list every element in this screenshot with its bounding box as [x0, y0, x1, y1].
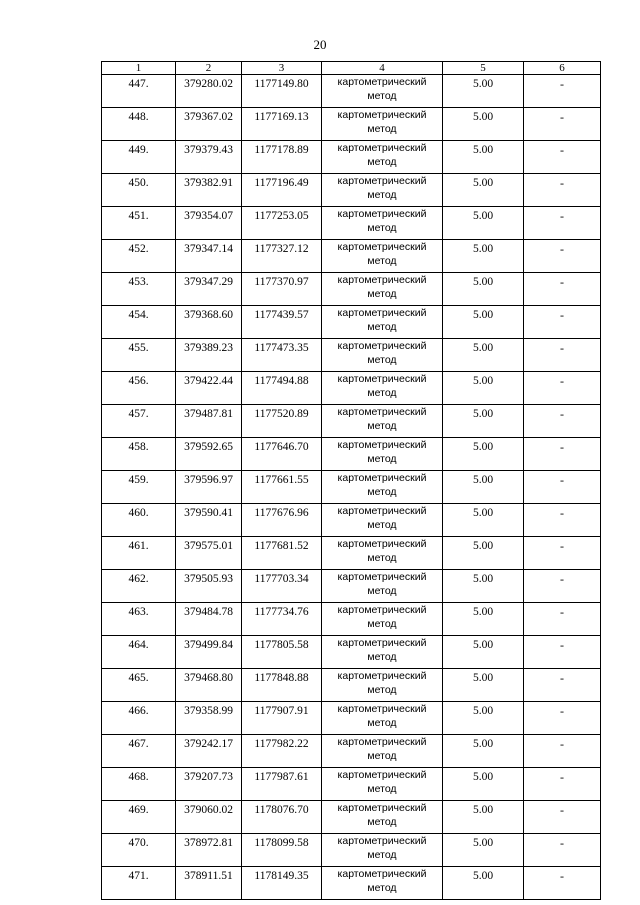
- table-cell: -: [524, 603, 601, 636]
- table-cell: 468.: [102, 768, 176, 801]
- table-cell: 5.00: [443, 108, 524, 141]
- table-row: [102, 834, 601, 867]
- table-row: [102, 207, 601, 240]
- table-cell: 379347.14: [176, 240, 242, 273]
- table-cell: 379590.41: [176, 504, 242, 537]
- table-cell: -: [524, 537, 601, 570]
- table-cell: -: [524, 669, 601, 702]
- table-cell: 461.: [102, 537, 176, 570]
- table-cell: -: [524, 75, 601, 108]
- table-row: [102, 570, 601, 603]
- table-cell: 1177473.35: [242, 339, 322, 372]
- table-cell: картометрический метод: [322, 240, 443, 273]
- table-cell: картометрический метод: [322, 867, 443, 900]
- table-cell: 379207.73: [176, 768, 242, 801]
- table-cell: 1177149.80: [242, 75, 322, 108]
- table-cell: 464.: [102, 636, 176, 669]
- table-cell: 451.: [102, 207, 176, 240]
- table-cell: картометрический метод: [322, 834, 443, 867]
- column-header: 6: [524, 62, 601, 75]
- table-cell: -: [524, 108, 601, 141]
- table-cell: 378911.51: [176, 867, 242, 900]
- table-cell: 1177646.70: [242, 438, 322, 471]
- table-cell: 5.00: [443, 75, 524, 108]
- table-cell: 1177370.97: [242, 273, 322, 306]
- table-cell: 1177987.61: [242, 768, 322, 801]
- table-cell: 379575.01: [176, 537, 242, 570]
- table-cell: картометрический метод: [322, 372, 443, 405]
- table-cell: -: [524, 768, 601, 801]
- table-cell: 5.00: [443, 537, 524, 570]
- table-cell: картометрический метод: [322, 669, 443, 702]
- table-cell: 379592.65: [176, 438, 242, 471]
- table-header-row: [102, 62, 601, 75]
- table-row: [102, 339, 601, 372]
- table-cell: 5.00: [443, 801, 524, 834]
- table-row: [102, 735, 601, 768]
- table-cell: картометрический метод: [322, 768, 443, 801]
- table-cell: 452.: [102, 240, 176, 273]
- table-cell: 379367.02: [176, 108, 242, 141]
- table-row: [102, 636, 601, 669]
- table-cell: 379280.02: [176, 75, 242, 108]
- table-cell: 379389.23: [176, 339, 242, 372]
- table-cell: картометрический метод: [322, 504, 443, 537]
- page-number: 20: [313, 37, 327, 52]
- table-cell: 5.00: [443, 768, 524, 801]
- table-cell: 469.: [102, 801, 176, 834]
- table-cell: 379347.29: [176, 273, 242, 306]
- table-cell: -: [524, 867, 601, 900]
- table-cell: 1177196.49: [242, 174, 322, 207]
- table-cell: 5.00: [443, 669, 524, 702]
- table-cell: 1177169.13: [242, 108, 322, 141]
- table-cell: 5.00: [443, 438, 524, 471]
- table-cell: -: [524, 306, 601, 339]
- table-cell: 1178149.35: [242, 867, 322, 900]
- table-cell: 1177848.88: [242, 669, 322, 702]
- table-cell: 379505.93: [176, 570, 242, 603]
- table-cell: 5.00: [443, 174, 524, 207]
- table-cell: картометрический метод: [322, 735, 443, 768]
- table-row: [102, 867, 601, 900]
- table-row: [102, 504, 601, 537]
- table-cell: 5.00: [443, 240, 524, 273]
- table-cell: 458.: [102, 438, 176, 471]
- table-cell: 379382.91: [176, 174, 242, 207]
- table-cell: 1177494.88: [242, 372, 322, 405]
- table-row: [102, 471, 601, 504]
- table-cell: 1177703.34: [242, 570, 322, 603]
- table-cell: 5.00: [443, 306, 524, 339]
- table-cell: -: [524, 273, 601, 306]
- table-cell: 1177676.96: [242, 504, 322, 537]
- table-cell: 471.: [102, 867, 176, 900]
- table-row: [102, 75, 601, 108]
- table-cell: 5.00: [443, 339, 524, 372]
- column-header: 1: [102, 62, 176, 75]
- coordinates-table: [101, 61, 601, 900]
- table-cell: картометрический метод: [322, 603, 443, 636]
- table-cell: -: [524, 702, 601, 735]
- table-cell: 379242.17: [176, 735, 242, 768]
- table-cell: -: [524, 207, 601, 240]
- table-cell: 457.: [102, 405, 176, 438]
- table-cell: -: [524, 636, 601, 669]
- table-cell: -: [524, 438, 601, 471]
- table-row: [102, 537, 601, 570]
- table-cell: картометрический метод: [322, 75, 443, 108]
- table-cell: 1177734.76: [242, 603, 322, 636]
- table-cell: 5.00: [443, 702, 524, 735]
- table-cell: -: [524, 570, 601, 603]
- table-cell: 466.: [102, 702, 176, 735]
- table-cell: картометрический метод: [322, 636, 443, 669]
- column-header: 2: [176, 62, 242, 75]
- table-row: [102, 141, 601, 174]
- table-cell: 450.: [102, 174, 176, 207]
- table-cell: картометрический метод: [322, 570, 443, 603]
- table-cell: картометрический метод: [322, 702, 443, 735]
- table-cell: 470.: [102, 834, 176, 867]
- table-row: [102, 702, 601, 735]
- table-cell: картометрический метод: [322, 339, 443, 372]
- table-cell: -: [524, 834, 601, 867]
- table-cell: 1177805.58: [242, 636, 322, 669]
- table-cell: 379379.43: [176, 141, 242, 174]
- table-cell: 379422.44: [176, 372, 242, 405]
- table-cell: 460.: [102, 504, 176, 537]
- table-cell: 379487.81: [176, 405, 242, 438]
- table-cell: 5.00: [443, 603, 524, 636]
- table-cell: 1177327.12: [242, 240, 322, 273]
- table-cell: картометрический метод: [322, 405, 443, 438]
- table-cell: картометрический метод: [322, 537, 443, 570]
- table-cell: -: [524, 405, 601, 438]
- table-cell: 459.: [102, 471, 176, 504]
- table-cell: -: [524, 240, 601, 273]
- table-row: [102, 174, 601, 207]
- table-cell: 1177661.55: [242, 471, 322, 504]
- table-cell: 379499.84: [176, 636, 242, 669]
- table-cell: 1177681.52: [242, 537, 322, 570]
- table-cell: -: [524, 141, 601, 174]
- table-cell: картометрический метод: [322, 306, 443, 339]
- table-cell: 5.00: [443, 867, 524, 900]
- table-cell: -: [524, 504, 601, 537]
- table-cell: 448.: [102, 108, 176, 141]
- table-cell: 1177982.22: [242, 735, 322, 768]
- table-cell: картометрический метод: [322, 108, 443, 141]
- table-cell: 379368.60: [176, 306, 242, 339]
- table-cell: картометрический метод: [322, 273, 443, 306]
- table-cell: 5.00: [443, 471, 524, 504]
- table-cell: 5.00: [443, 273, 524, 306]
- table-cell: 1177439.57: [242, 306, 322, 339]
- table-cell: 378972.81: [176, 834, 242, 867]
- table-cell: картометрический метод: [322, 471, 443, 504]
- table-cell: 379484.78: [176, 603, 242, 636]
- table-cell: 5.00: [443, 834, 524, 867]
- table-row: [102, 669, 601, 702]
- table-cell: 456.: [102, 372, 176, 405]
- table-cell: 5.00: [443, 405, 524, 438]
- table-row: [102, 273, 601, 306]
- table-cell: картометрический метод: [322, 207, 443, 240]
- table-cell: картометрический метод: [322, 174, 443, 207]
- table-row: [102, 801, 601, 834]
- table-row: [102, 108, 601, 141]
- table-cell: 379358.99: [176, 702, 242, 735]
- table-cell: 1178076.70: [242, 801, 322, 834]
- table-cell: 379060.02: [176, 801, 242, 834]
- table-cell: -: [524, 174, 601, 207]
- table-cell: -: [524, 735, 601, 768]
- table-cell: 5.00: [443, 372, 524, 405]
- table-cell: 379354.07: [176, 207, 242, 240]
- table-cell: 465.: [102, 669, 176, 702]
- table-cell: -: [524, 471, 601, 504]
- table-row: [102, 372, 601, 405]
- table-row: [102, 405, 601, 438]
- table-cell: 1178099.58: [242, 834, 322, 867]
- column-header: 5: [443, 62, 524, 75]
- table-cell: 1177520.89: [242, 405, 322, 438]
- table-cell: 1177907.91: [242, 702, 322, 735]
- table-row: [102, 768, 601, 801]
- table-cell: 447.: [102, 75, 176, 108]
- table-cell: 5.00: [443, 636, 524, 669]
- table-row: [102, 603, 601, 636]
- table-cell: -: [524, 372, 601, 405]
- table-cell: 467.: [102, 735, 176, 768]
- table-row: [102, 306, 601, 339]
- table-cell: 5.00: [443, 504, 524, 537]
- table-cell: 1177253.05: [242, 207, 322, 240]
- table-cell: картометрический метод: [322, 801, 443, 834]
- table-body: [102, 75, 601, 900]
- table-cell: 449.: [102, 141, 176, 174]
- table-cell: 5.00: [443, 141, 524, 174]
- table-cell: 379596.97: [176, 471, 242, 504]
- table-cell: -: [524, 339, 601, 372]
- table-cell: 379468.80: [176, 669, 242, 702]
- table-cell: 5.00: [443, 570, 524, 603]
- column-header: 3: [242, 62, 322, 75]
- table-cell: 455.: [102, 339, 176, 372]
- table-cell: 5.00: [443, 735, 524, 768]
- table-row: [102, 240, 601, 273]
- table-row: [102, 438, 601, 471]
- table-cell: 462.: [102, 570, 176, 603]
- table-cell: 454.: [102, 306, 176, 339]
- table-cell: картометрический метод: [322, 141, 443, 174]
- table-cell: 1177178.89: [242, 141, 322, 174]
- table-cell: картометрический метод: [322, 438, 443, 471]
- table-cell: 5.00: [443, 207, 524, 240]
- table-cell: 463.: [102, 603, 176, 636]
- table-cell: 453.: [102, 273, 176, 306]
- column-header: 4: [322, 62, 443, 75]
- table-cell: -: [524, 801, 601, 834]
